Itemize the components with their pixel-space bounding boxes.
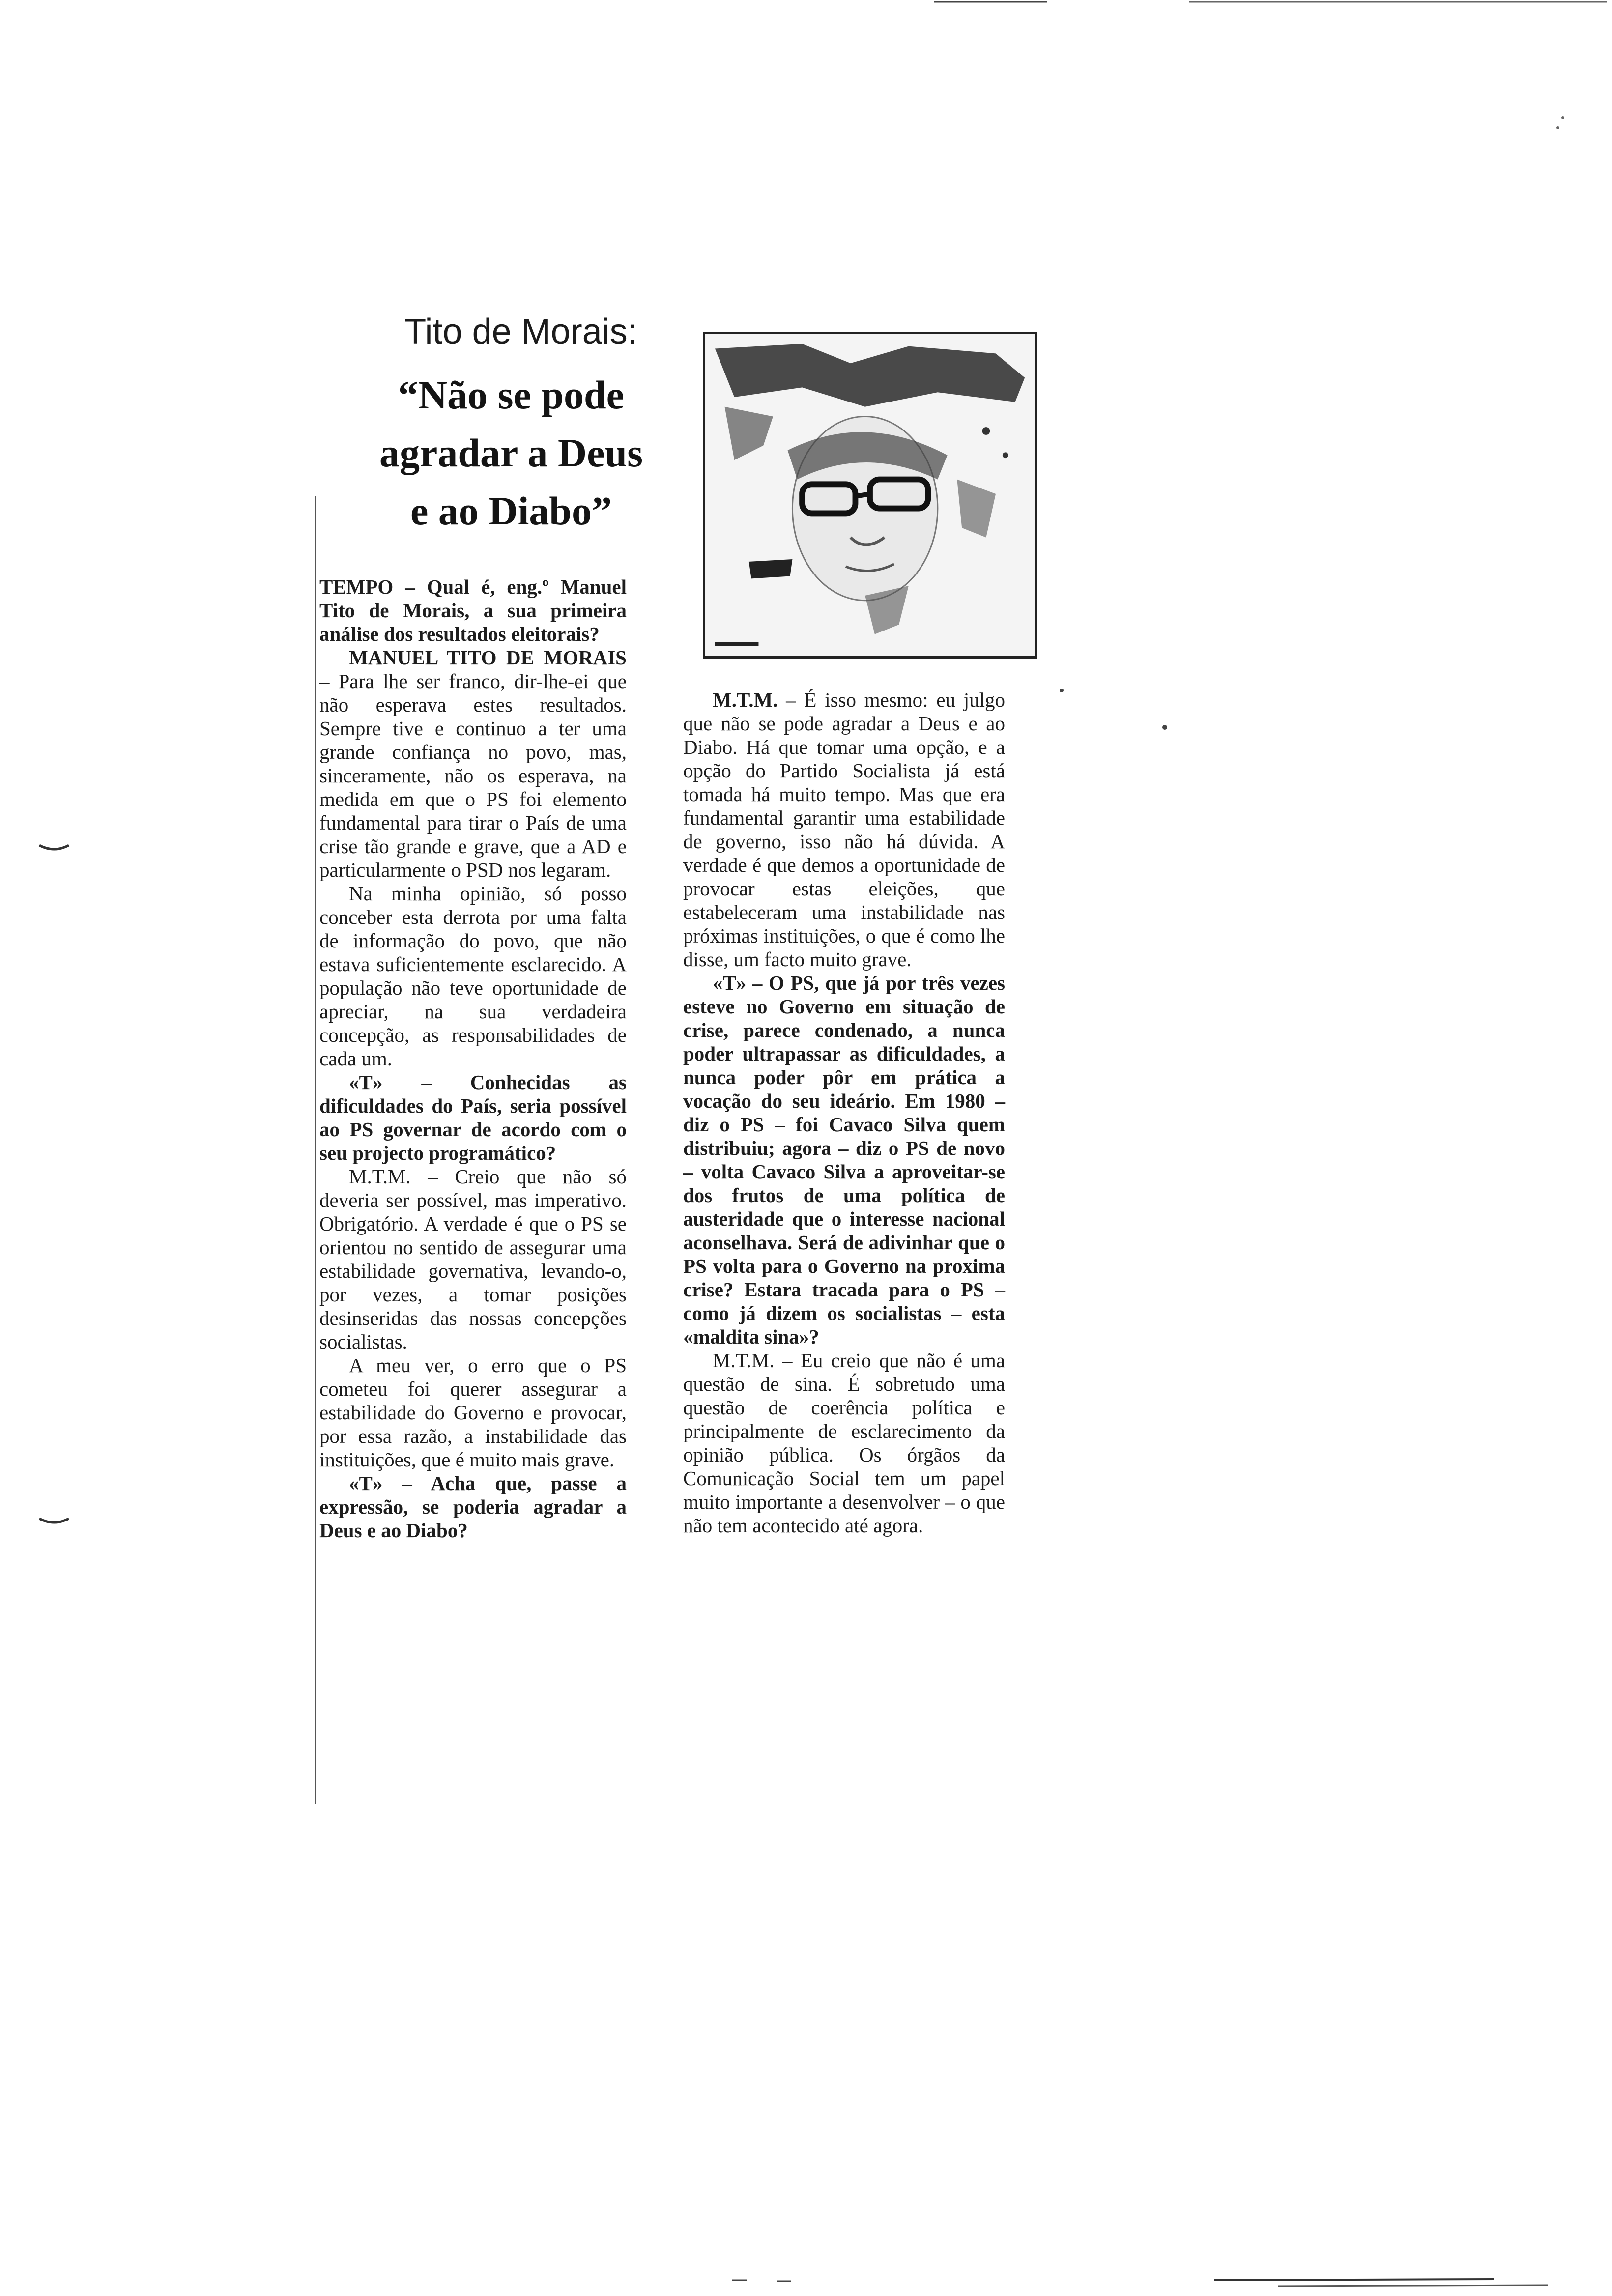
article-paragraph [319,882,627,1070]
article-paragraph [319,1165,627,1353]
column-rule [315,496,316,1804]
answer-text: – Para lhe ser franco, dir-lhe-ei que não esperava estes resultados. Sempre tive e continuo a ter uma grande confiança no povo, mas, sinceramente, não os esperava, na medida em que o PS foi elemento fundamental para tirar o País de uma crise tão grande e grave, que a AD e particularmente o PSD nos legaram. [319,670,627,881]
speaker-name: M.T.M. [713,689,778,711]
interview-question: TEMPO – Qual é, eng.º Manuel Tito de Morais, a sua primeira análise dos resultados eleitorais? [319,575,627,645]
article-paragraph [319,1070,627,1165]
article-paragraph [319,1471,627,1542]
headline-line: agradar a Deus [379,430,643,475]
answer-text: M.T.M. – Creio que não só deveria ser possível, mas imperativo. Obrigatório. A verdade é que o PS se orientou no sentido de assegurar uma estabilidade governativa, levando-o, por vezes, a tomar posições desinseridas das nossas concepções socialistas. [319,1165,627,1353]
interview-question: «T» – O PS, que já por três vezes esteve no Governo em situação de crise, parece condenado, a nunca poder ultrapassar as dificuldades, a nunca poder pôr em prática a vocação do seu ideário. Em 1980 – diz o PS – foi Cavaco Silva quem distribuiu; agora – diz o PS de novo – volta Cavaco Silva a aproveitar-se dos frutos de uma política de austeridade que o interesse nacional aconselhava. Será de adivinhar que o PS volta para o Governo na proxima crise? Estara tracada para o PS – como já dizem os socialistas – esta «maldita sina»? [683,972,1005,1348]
article-paragraph [683,971,1005,1349]
speaker-name: MANUEL TITO DE MORAIS [349,646,627,669]
answer-text: – É isso mesmo: eu julgo que não se pode agradar a Deus e ao Diabo. Há que tomar uma opção, e a opção do Partido Socialista já está tomada há muito tempo. Mas que era fundamental garantir uma estabilidade de governo, isso não há dúvida. A verdade é que demos a oportunidade de provocar estas eleições, que estabeleceram uma instabilidade nas próximas instituições, o que é como lhe disse, um facto muito grave. [683,689,1005,971]
article-kicker: Tito de Morais: [404,312,637,351]
interview-question: «T» – Acha que, passe a expressão, se poderia agradar a Deus e ao Diabo? [319,1472,627,1542]
article-column-1 [319,575,627,1542]
interview-question: «T» – Conhecidas as dificuldades do País, seria possível ao PS governar de acordo com o seu projecto programático? [319,1071,627,1164]
article-paragraph [319,646,627,882]
answer-text: Na minha opinião, só posso conceber esta derrota por uma falta de informação do povo, que não estava suficientemente esclarecido. A população não teve oportunidade de apreciar, na sua verdadeira concepção, as responsabilidades de cada um. [319,882,627,1070]
answer-text: M.T.M. – Eu creio que não é uma questão de sina. É sobretudo uma questão de coerência política e principalmente de esclarecimento da opinião pública. Os órgãos da Comunicação Social tem um papel muito importante a desenvolver – o que não tem acontecido até agora. [683,1349,1005,1537]
portrait-image [705,334,1035,656]
article-paragraph [683,1349,1005,1537]
headline-line: e ao Diabo” [410,488,612,533]
headline-line: “Não se pode [398,373,625,417]
article-paragraph [319,575,627,646]
article-column-2 [683,688,1005,1537]
article-headline [339,366,683,540]
portrait-photo [703,332,1037,659]
article-paragraph [683,688,1005,971]
answer-text: A meu ver, o erro que o PS cometeu foi querer assegurar a estabilidade do Governo e provocar, por essa razão, a instabilidade das instituições, que é muito mais grave. [319,1354,627,1471]
article-paragraph [319,1353,627,1471]
